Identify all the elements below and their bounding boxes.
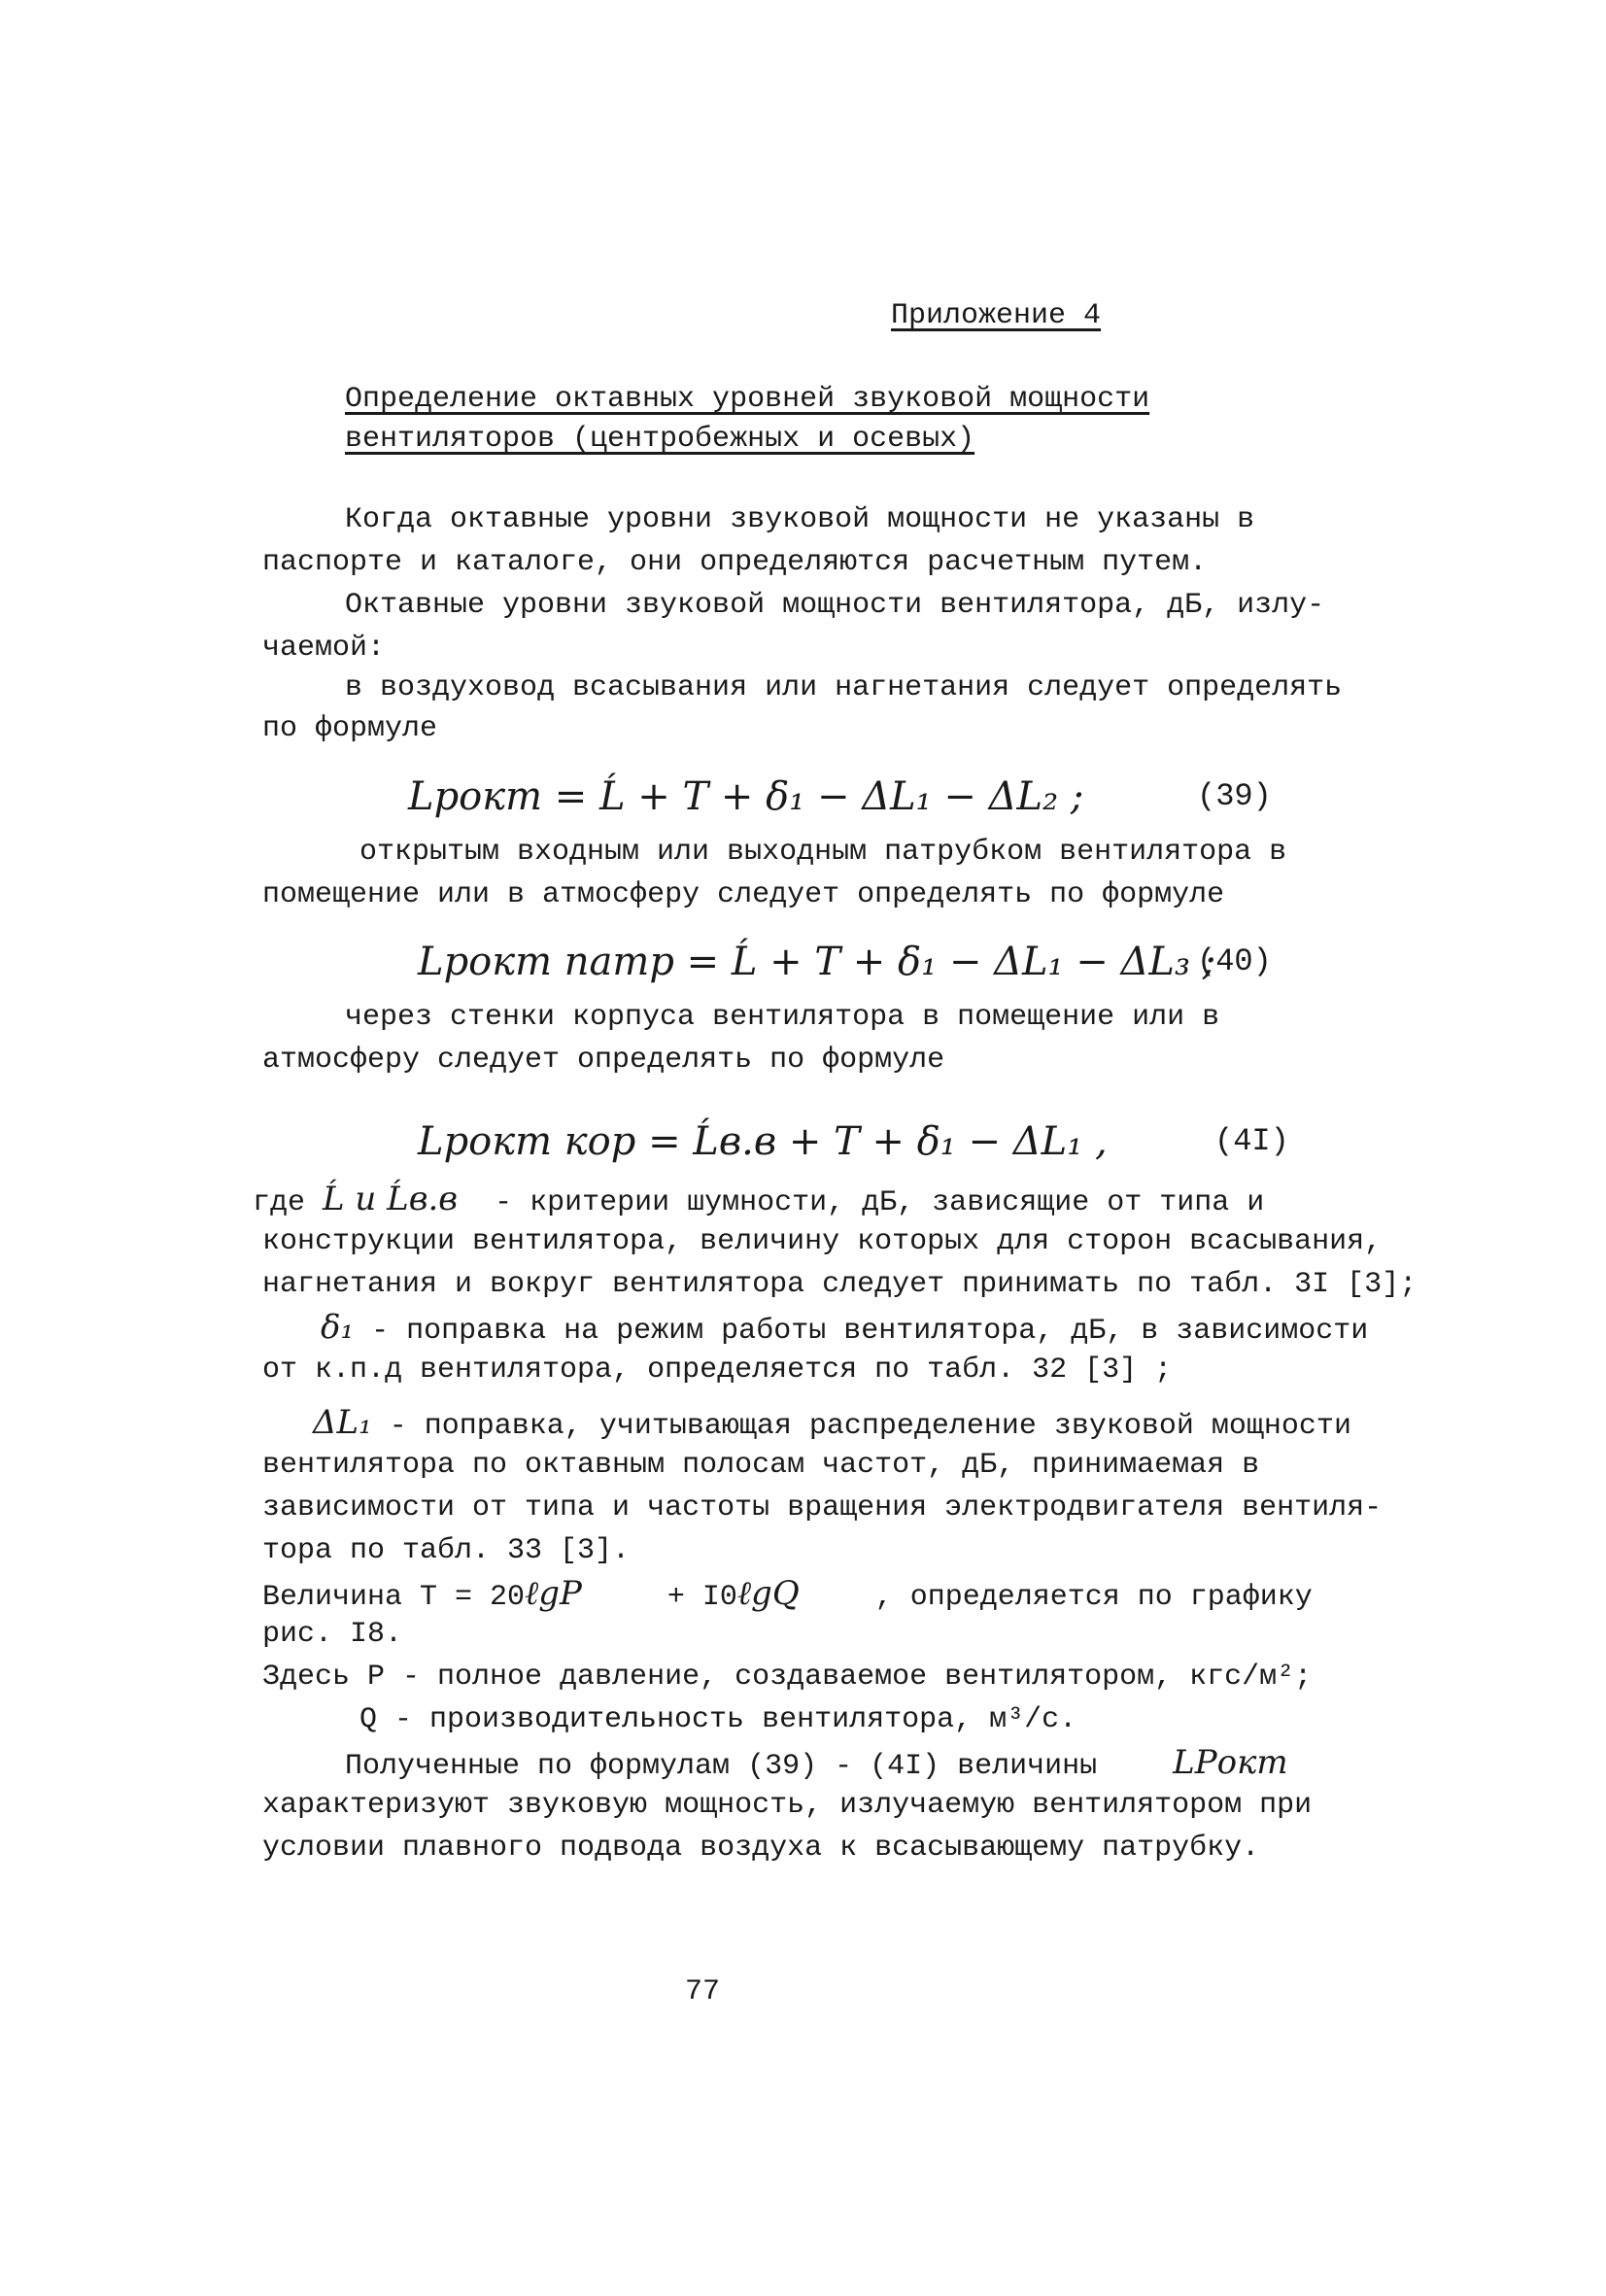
- paragraph-4-line-1: открытым входным или выходным патрубком вентилятора в: [359, 836, 1287, 869]
- paragraph-3-line-2: по формуле: [262, 712, 438, 745]
- formula-39: Lpокт = Ĺ + T + δ₁ − ΔL₁ − ΔL₂ ;: [408, 774, 1084, 819]
- result-symbol: LРокт: [1173, 1743, 1288, 1782]
- t-suffix: , определяется по графику: [874, 1581, 1313, 1614]
- t-lgq: ℓgQ: [736, 1574, 800, 1613]
- formula-40: Lpокт патр = Ĺ + T + δ₁ − ΔL₁ − ΔL₃ ;: [418, 940, 1216, 984]
- paragraph-1-line-1: Когда октавные уровни звуковой мощности не указаны в: [345, 503, 1255, 536]
- formula-41-number: (4I): [1214, 1123, 1289, 1159]
- paragraph-2-line-2: чаемой:: [262, 632, 386, 665]
- dl-text: - поправка, учитывающая распределение звуковой мощности: [389, 1410, 1351, 1443]
- result-text: Полученные по формулам (39) - (4I) величины: [345, 1750, 1098, 1783]
- dl-line-4: тора по табл. 33 [3].: [262, 1534, 631, 1567]
- result-line-3: условии плавного подвода воздуха к всасывающему патрубку.: [262, 1832, 1260, 1865]
- dl-line-3: зависимости от типа и частоты вращения электродвигателя вентиля-: [262, 1491, 1383, 1525]
- formula-40-number: (40): [1197, 943, 1272, 979]
- where-symbols: Ĺ и Ĺв.в: [323, 1180, 459, 1218]
- delta-line-2: от к.п.д вентилятора, определяется по табл. 32 [3] ;: [262, 1354, 1173, 1387]
- formula-39-number: (39): [1197, 778, 1272, 814]
- delta-symbol: δ₁: [321, 1308, 355, 1347]
- t-lgp: ℓgP: [525, 1574, 582, 1613]
- where-line-2: конструкции вентилятора, величину которых для сторон всасывания,: [262, 1225, 1383, 1258]
- paragraph-2-line-1: Октавные уровни звуковой мощности вентилятора, дБ, излу-: [345, 589, 1325, 622]
- result-line-1: [345, 1743, 1288, 1786]
- paragraph-3-line-1: в воздуховод всасывания или нагнетания следует определять: [345, 671, 1343, 704]
- dl-line-2: вентилятора по октавным полосам частот, дБ, принимаемая в: [262, 1449, 1260, 1482]
- dl-symbol: ΔL₁: [313, 1403, 372, 1442]
- where-line-3: нагнетания и вокруг вентилятора следует принимать по табл. 3I [3];: [262, 1268, 1418, 1301]
- dl-line-1: [313, 1403, 1351, 1446]
- result-line-2: характеризуют звуковую мощность, излучаемую вентилятором при: [262, 1789, 1313, 1822]
- formula-41: Lpокт кор = Ĺв.в + T + δ₁ − ΔL₁ ,: [418, 1119, 1108, 1164]
- t-definition-line: [262, 1574, 1313, 1617]
- t-line-2: рис. I8.: [262, 1618, 403, 1651]
- t-mid: + I0: [666, 1581, 737, 1614]
- paragraph-5-line-2: атмосферу следует определять по формуле: [262, 1044, 945, 1077]
- title-line-2: вентиляторов (центробежных и осевых): [345, 423, 975, 456]
- delta-text: - поправка на режим работы вентилятора, дБ, в зависимости: [371, 1315, 1369, 1348]
- title-line-1: Определение октавных уровней звуковой мощности: [345, 383, 1150, 416]
- paragraph-5-line-1: через стенки корпуса вентилятора в помещение или в: [345, 1001, 1220, 1034]
- where-text: - критерии шумности, дБ, зависящие от типа и: [495, 1186, 1265, 1219]
- here-line-1: Здесь Р - полное давление, создаваемое вентилятором, кгс/м²;: [262, 1661, 1313, 1694]
- paragraph-1-line-2: паспорте и каталоге, они определяются расчетным путем.: [262, 546, 1208, 579]
- paragraph-4-line-2: помещение или в атмосферу следует определять по формуле: [262, 878, 1225, 911]
- t-prefix: Величина Т = 20: [262, 1581, 526, 1614]
- where-word: где: [253, 1186, 306, 1219]
- page-number: 77: [685, 1975, 721, 2008]
- where-line-1: [253, 1180, 1264, 1222]
- here-line-q: Q - производительность вентилятора, м³/с.: [359, 1703, 1077, 1736]
- delta-line-1: [321, 1308, 1368, 1351]
- appendix-label: Приложение 4: [891, 299, 1102, 332]
